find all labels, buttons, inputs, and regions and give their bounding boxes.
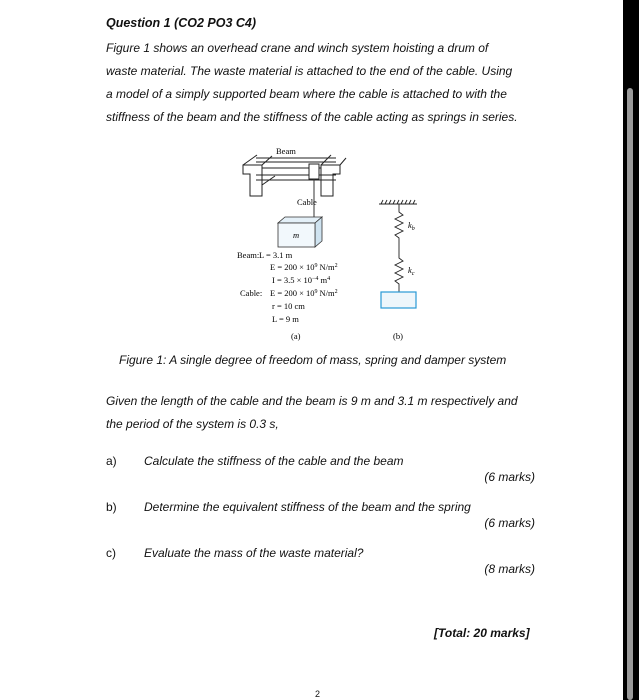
beam-label: Beam [276,146,296,156]
trolley [309,164,319,179]
given-line: Given the length of the cable and the beam is 9 m and 3.1 m respectively and [106,394,518,408]
cable-props-title: Cable: [240,288,263,298]
given-paragraph [106,390,556,436]
intro-line: a model of a simply supported beam where the cable is attached to with the [106,87,507,101]
cable-modulus-line [270,288,338,298]
question-c-text: Evaluate the mass of the waste material? [144,546,364,560]
question-a-label: a) [106,454,117,468]
question-c-marks: (8 marks) [484,562,535,576]
cable-modulus-unit: N/m [319,288,335,298]
beam-length: L = 3.1 m [259,250,293,260]
beam-props-title: Beam: [237,250,260,260]
beam-inertia-line [272,275,330,285]
crane-frame [243,155,346,223]
spring-model [379,200,417,308]
spring-mass [381,292,416,308]
intro-line: Figure 1 shows an overhead crane and winch system hoisting a drum of [106,41,489,55]
beam-modulus: E = 200 × 10 [270,262,315,272]
cable-properties [240,288,338,324]
label-b: (b) [393,331,403,341]
cable-modulus-unit-exp: 2 [334,289,338,295]
mass-label: m [293,230,300,240]
beam-modulus-line [270,262,338,272]
intro-line: stiffness of the beam and the stiffness of the cable acting as springs in series. [106,110,518,124]
spring-kc [395,252,403,292]
cable-radius: r = 10 cm [272,301,305,311]
intro-line: waste material. The waste material is attached to the end of the cable. Using [106,64,513,78]
scrollbar[interactable] [627,88,633,700]
question-a-marks: (6 marks) [484,470,535,484]
beam-properties [237,250,338,285]
spring-kb [395,204,403,252]
label-a: (a) [291,331,301,341]
given-line: the period of the system is 0.3 s, [106,417,279,431]
beam-inertia-unit-exp: 4 [327,276,331,282]
drum [278,217,322,247]
cable-length: L = 9 m [272,314,299,324]
question-b-label: b) [106,500,117,514]
question-a-text: Calculate the stiffness of the cable and the beam [144,454,404,468]
beam-modulus-exp: 9 [314,263,318,269]
page-number: 2 [315,689,321,699]
total-marks: [Total: 20 marks] [434,626,530,640]
beam-inertia: I = 3.5 × 10 [272,275,313,285]
question-heading: Question 1 (CO2 PO3 C4) [106,16,257,30]
beam-inertia-exp: −4 [312,276,319,282]
beam-modulus-unit: N/m [319,262,335,272]
figure-caption: Figure 1: A single degree of freedom of mass, spring and damper system [119,353,507,367]
cable-modulus: E = 200 × 10 [270,288,315,298]
cable-label: Cable [297,197,317,207]
beam-inertia-unit: m [320,275,328,285]
question-b-text: Determine the equivalent stiffness of the beam and the spring [144,500,471,514]
cable-modulus-exp: 9 [314,289,318,295]
question-c-label: c) [106,546,116,560]
question-b-marks: (6 marks) [484,516,535,530]
spring-kb-label: $k_b$ [408,220,415,232]
beam-modulus-unit-exp: 2 [334,263,338,269]
spring-kc-label: $k_c$ [408,265,415,277]
